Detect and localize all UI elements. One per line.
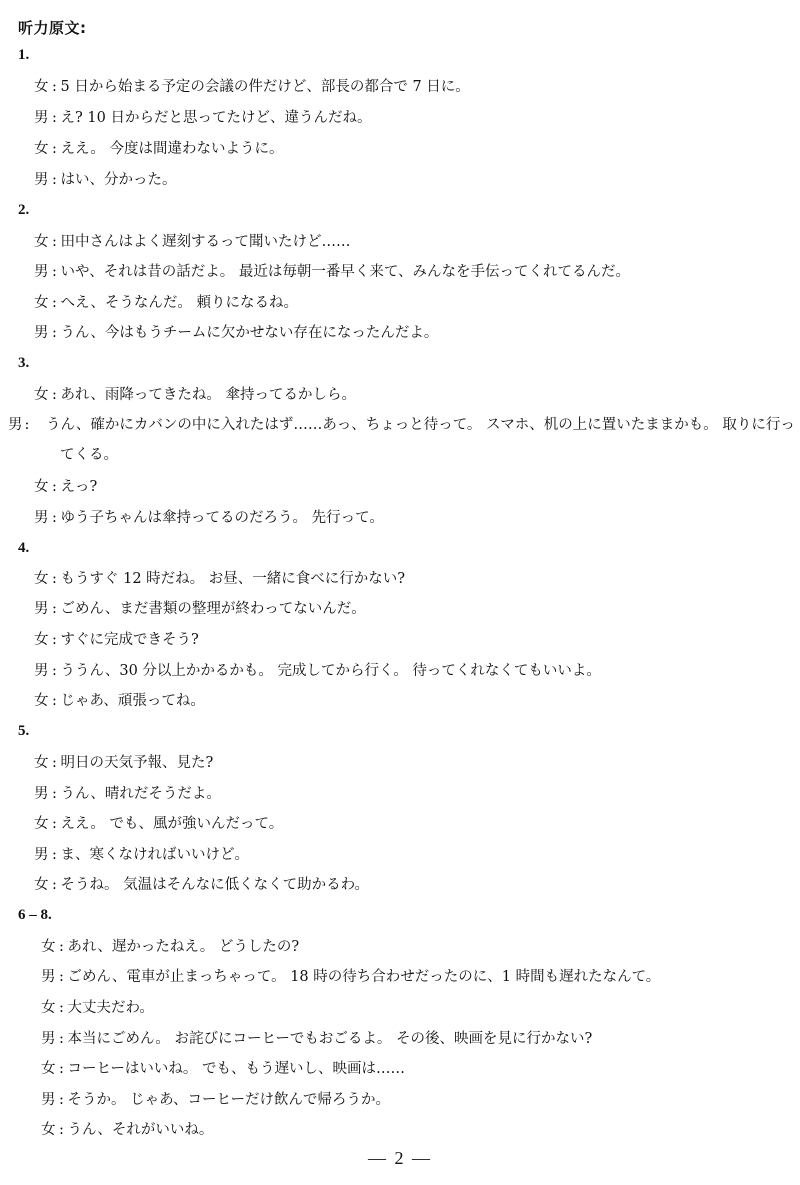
speaker-label: 男 — [41, 1031, 56, 1047]
dialogue-line: 女 : すぐに完成できそう? — [34, 625, 786, 655]
dialogue-line: 女 : じゃあ、頑張ってね。 — [34, 686, 786, 716]
speaker-label: 女 — [34, 141, 49, 157]
dialogue-line: 女 : うん、それがいいね。 — [41, 1115, 786, 1145]
dialogue-text: いや、それは昔の話だよ。 最近は毎朝一番早く来て、みんなを手伝ってくれてるんだ。 — [60, 264, 631, 280]
dialogue-text: うん、今はもうチームに欠かせない存在になったんだよ。 — [60, 325, 439, 341]
dialogue-line: 男 : いや、それは昔の話だよ。 最近は毎朝一番早く来て、みんなを手伝ってくれてるんだ。 — [34, 257, 786, 287]
dialogue-line: 女 : あれ、遅かったねえ。 どうしたの? — [41, 932, 786, 962]
speaker-label: 女 — [34, 571, 49, 587]
section-number: 6 – 8. — [18, 907, 52, 923]
speaker-label: 女 — [34, 234, 49, 250]
dialogue-text: 5 日から始まる予定の会議の件だけど、部長の都合で 7 日に。 — [60, 79, 470, 95]
speaker-label: 男 — [34, 847, 49, 863]
dialogue-line: 女 : ええ。 でも、風が強いんだって。 — [34, 809, 786, 839]
speaker-label: 女 — [34, 693, 49, 709]
dialogue-line: 女 : もうすぐ 12 時だね。 お昼、一緒に食べに行かない? — [34, 564, 786, 594]
dialogue-text: えっ? — [60, 479, 98, 495]
speaker-label: 男 — [41, 969, 56, 985]
dialogue-text: 大丈夫だわ。 — [67, 1000, 154, 1016]
dialogue-text: そうね。 気温はそんなに低くなくて助かるわ。 — [60, 877, 370, 893]
dialogue-text: ううん、30 分以上かかるかも。 完成してから行く。 待ってくれなくてもいいよ。 — [60, 663, 601, 679]
dialogue-text: そうか。 じゃあ、コーヒーだけ飲んで帰ろうか。 — [67, 1092, 390, 1108]
speaker-label: 女 — [34, 816, 49, 832]
speaker-label: 女 — [34, 295, 49, 311]
section-number: 3. — [18, 355, 30, 371]
dialogue-text: あれ、遅かったねえ。 どうしたの? — [67, 939, 300, 955]
dialogue-text: あれ、雨降ってきたね。 傘持ってるかしら。 — [60, 387, 356, 403]
speaker-label: 男 — [34, 325, 49, 341]
dialogue-text: ええ。 今度は間違わないように。 — [60, 141, 284, 157]
dialogue-text: うん、それがいいね。 — [67, 1122, 214, 1138]
section-number: 2. — [18, 202, 30, 218]
dialogue-text: はい、分かった。 — [60, 172, 177, 188]
dialogue-line: 女 : 5 日から始まる予定の会議の件だけど、部長の都合で 7 日に。 — [34, 72, 786, 102]
speaker-label: 女 — [41, 1061, 56, 1077]
speaker-label: 女 — [34, 387, 49, 403]
dialogue-line: 男 : ごめん、まだ書類の整理が終わってないんだ。 — [34, 594, 786, 624]
section-number: 1. — [18, 47, 30, 63]
dialogue-text: もうすぐ 12 時だね。 お昼、一緒に食べに行かない? — [60, 571, 406, 587]
dialogue-line: 女 : ええ。 今度は間違わないように。 — [34, 134, 786, 164]
dialogue-text: 田中さんはよく遅刻するって聞いたけど…… — [60, 234, 351, 250]
dialogue-line: 男 : ごめん、電車が止まっちゃって。 18 時の待ち合わせだったのに、1 時間も遅れたなんて。 — [41, 962, 786, 992]
speaker-label: 女 — [41, 1122, 56, 1138]
speaker-label: 女 — [34, 479, 49, 495]
dialogue-text: コーヒーはいいね。 でも、もう遅いし、映画は…… — [67, 1061, 406, 1077]
dialogue-text: へえ、そうなんだ。 頼りになるね。 — [60, 295, 298, 311]
dialogue-text: うん、確かにカバンの中に入れたはず……あっ、ちょっと待って。 スマホ、机の上に置いたままかも。 取りに行ってくる。 — [46, 417, 795, 463]
speaker-label: 男 — [34, 663, 49, 679]
dialogue-line: 男 : 本当にごめん。 お詫びにコーヒーでもおごるよ。 その後、映画を見に行かない? — [41, 1024, 786, 1054]
dialogue-line: 男 : うん、晴れだそうだよ。 — [34, 779, 786, 809]
dialogue-line: 男 : うん、確かにカバンの中に入れたはず……あっ、ちょっと待って。 スマホ、机の上に置いたままかも。 取りに行ってくる。 — [8, 417, 795, 463]
document-heading: 听力原文: — [18, 19, 87, 37]
dialogue-text: ごめん、電車が止まっちゃって。 18 時の待ち合わせだったのに、1 時間も遅れたなんて。 — [67, 969, 661, 985]
speaker-label: 男 — [34, 264, 49, 280]
dialogue-line: 男 : ゆう子ちゃんは傘持ってるのだろう。 先行って。 — [34, 503, 786, 533]
speaker-label: 女 — [34, 877, 49, 893]
speaker-label: 女 — [34, 632, 49, 648]
speaker-label: 男 — [41, 1092, 56, 1108]
speaker-label: 女 — [41, 939, 56, 955]
speaker-label: 女 — [41, 1000, 56, 1016]
speaker-label: 男 — [34, 172, 49, 188]
dialogue-line: 女 : 大丈夫だわ。 — [41, 993, 786, 1023]
dialogue-text: じゃあ、頑張ってね。 — [60, 693, 205, 709]
dialogue-line: 女 : あれ、雨降ってきたね。 傘持ってるかしら。 — [34, 380, 786, 410]
speaker-label: 男 — [34, 510, 49, 526]
section-number: 5. — [18, 723, 30, 739]
dialogue-line: 女 : へえ、そうなんだ。 頼りになるね。 — [34, 288, 786, 318]
dialogue-text: え? 10 日からだと思ってたけど、違うんだね。 — [60, 110, 372, 126]
speaker-label: 女 — [34, 79, 49, 95]
dialogue-text: うん、晴れだそうだよ。 — [60, 786, 221, 802]
dialogue-line: 男 : うん、今はもうチームに欠かせない存在になったんだよ。 — [34, 318, 786, 348]
speaker-label: 男 — [34, 601, 49, 617]
dialogue-text: 本当にごめん。 お詫びにコーヒーでもおごるよ。 その後、映画を見に行かない? — [67, 1031, 593, 1047]
dialogue-text: ゆう子ちゃんは傘持ってるのだろう。 先行って。 — [60, 510, 384, 526]
speaker-label: 男 — [34, 786, 49, 802]
dialogue-line: 男 : ううん、30 分以上かかるかも。 完成してから行く。 待ってくれなくてもいいよ。 — [34, 656, 786, 686]
dialogue-line: 男 : はい、分かった。 — [34, 165, 786, 195]
dialogue-text: ええ。 でも、風が強いんだって。 — [60, 816, 284, 832]
dialogue-line: 女 : 田中さんはよく遅刻するって聞いたけど…… — [34, 227, 786, 257]
dialogue-text: 明日の天気予報、見た? — [60, 755, 214, 771]
dialogue-line: 女 : 明日の天気予報、見た? — [34, 748, 786, 778]
dialogue-line: 女 : えっ? — [34, 472, 786, 502]
speaker-label: 男 — [34, 110, 49, 126]
speaker-label: 女 — [34, 755, 49, 771]
dialogue-text: ごめん、まだ書類の整理が終わってないんだ。 — [60, 601, 366, 617]
dialogue-line: 男 : え? 10 日からだと思ってたけど、違うんだね。 — [34, 103, 786, 133]
dialogue-text: すぐに完成できそう? — [60, 632, 199, 648]
dialogue-line: 男 : ま、寒くなければいいけど。 — [34, 840, 786, 870]
dialogue-line: 男 : そうか。 じゃあ、コーヒーだけ飲んで帰ろうか。 — [41, 1085, 786, 1115]
dialogue-text: ま、寒くなければいいけど。 — [60, 847, 249, 863]
dialogue-line: 女 : そうね。 気温はそんなに低くなくて助かるわ。 — [34, 870, 786, 900]
page-number: — 2 — — [368, 1148, 432, 1168]
section-number: 4. — [18, 540, 30, 556]
dialogue-line: 女 : コーヒーはいいね。 でも、もう遅いし、映画は…… — [41, 1054, 786, 1084]
